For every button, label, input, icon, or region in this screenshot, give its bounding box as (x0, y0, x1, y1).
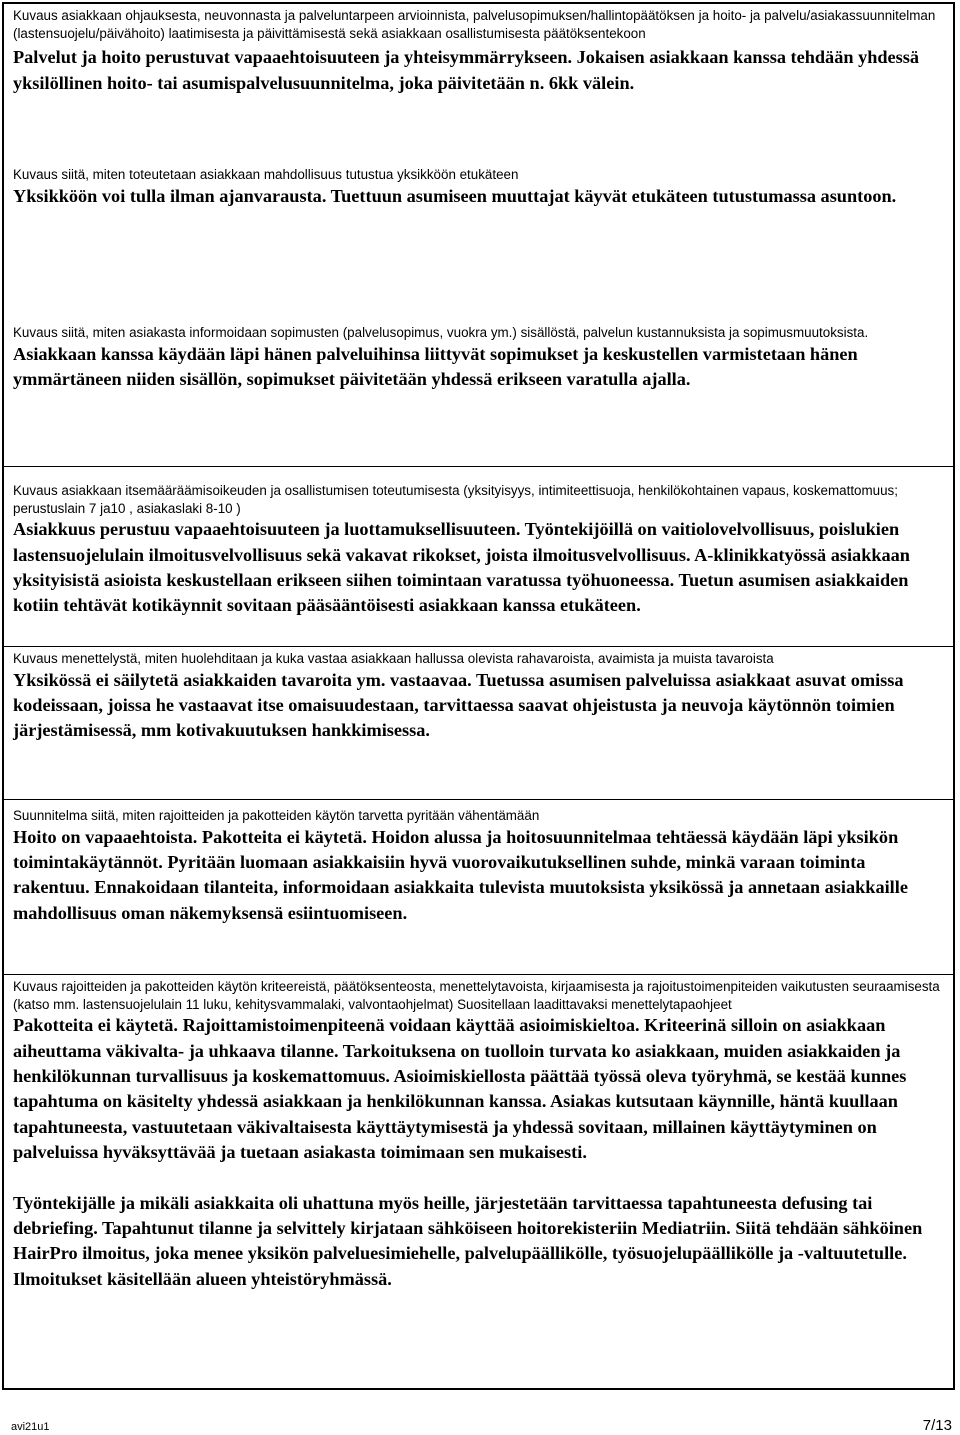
section-answer: Asiakkuus perustuu vapaaehtoisuuteen ja luottamuksellisuuteen. Työntekijöillä on vaitiolovelvollisuus, poislukien lastensuojelulain ilmoitusvelvollisuus sekä vakavat rikokset, joista ilmoitusvelvollisuus. A-klinikkatyössä asiakkaan yksityisistä asioista keskustellaan erikseen siihen toimintaan varatussa työhuoneessa. Tuetun asumisen asiakkaiden kotiin tehtävät kotikäynnit sovitaan pääsääntöisesti asiakkaan kanssa etukäteen. (13, 519, 910, 616)
page-number: 7/13 (922, 1417, 952, 1434)
section-divider (4, 466, 953, 467)
document-id: avi21u1 (11, 1421, 50, 1433)
section-answer: Yksikköön voi tulla ilman ajanvarausta. Tuettuun asumiseen muuttajat käyvät etukäteen tutustumassa asuntoon. (13, 185, 897, 206)
section-answer-continued: Työntekijälle ja mikäli asiakkaita oli uhattuna myös heille, järjestetään tarvittaessa tapahtuneesta defusing tai debriefing. Tapahtunut tilanne ja selvittely kirjataan sähköiseen hoitorekisteriin Mediatriin. Siitä tehdään sähköinen HairPro ilmoitus, joka menee yksikön palveluesimiehelle, palvelupäällikölle, työsuojelupäällikölle ja -valtuutetulle. Ilmoitukset käsitellään alueen yhteistöryhmässä. (13, 1192, 923, 1289)
form-frame (2, 2, 955, 1390)
section-guidance (4, 4, 953, 96)
section-answer: Asiakkaan kanssa käydään läpi hänen palveluihinsa liittyvät sopimukset ja keskustellen varmistetaan hänen ymmärtäneen niiden sisällön, sopimukset päivitetään yhdessä erikseen varatulla ajalla. (13, 343, 858, 389)
section-restriction-criteria (4, 975, 953, 1292)
section-answer: Pakotteita ei käytetä. Rajoittamistoimenpiteenä voidaan käyttää asioimiskieltoa. Kriteerinä silloin on asiakkaan aiheuttama väkivalta- ja uhkaava tilanne. Tarkoituksena on tuolloin turvata ko asiakkaan, muiden asiakkaiden ja henkilökunnan turvallisuus ja koskemattomuus. Asioimiskiellosta päättää työssä oleva työryhmä, se kestää kunnes tapahtuma on käsitelty yhdessä asiakkaan ja henkilökunnan kanssa. Asiakas kutsutaan käynnille, häntä kuullaan tapahtuneesta, vastuutetaan väkivaltaisesta käyttäytymisestä ja yhdessä sovitaan, millainen käyttäytyminen on palveluissa hyväksyttävää ja tuetaan asiakasta toimimaan sen mukaisesti. (13, 1015, 907, 1163)
section-label: Suunnitelma siitä, miten rajoitteiden ja pakotteiden käytön tarvetta pyritään vähentämään (13, 808, 540, 823)
section-divider (4, 799, 953, 800)
section-reduce-restrictions (4, 804, 953, 926)
section-label: Kuvaus siitä, miten asiakasta informoidaan sopimusten (palvelusopimus, vuokra ym.) sisällöstä, palvelun kustannuksista ja sopimusmuutoksista. (13, 325, 869, 340)
section-label: Kuvaus asiakkaan ohjauksesta, neuvonnasta ja palveluntarpeen arvioinnista, palvelusopimuksen/hallintopäätöksen ja hoito- ja palvelu/asiakassuunnitelman (lastensuojelu/päivähoito) laatimisesta ja päivittämisestä sekä asiakkaan osallistumisesta päätöksentekoon (13, 8, 936, 41)
section-visit-beforehand (4, 163, 953, 209)
section-contracts-info (4, 321, 953, 392)
section-label: Kuvaus siitä, miten toteutetaan asiakkaan mahdollisuus tutustua yksikköön etukäteen (13, 167, 519, 182)
section-answer: Hoito on vapaaehtoista. Pakotteita ei käytetä. Hoidon alussa ja hoitosuunnitelmaa tehtäessä käydään läpi yksikön toimintakäytännöt. Pyritään luomaan asiakkaisiin hyvä vuorovaikutuksellinen suhde, minkä varaan toiminta rakentuu. Ennakoidaan tilanteita, informoidaan asiakkaita tulevista muutoksista yksikössä ja annetaan asiakkaille mahdollisuus oman näkemyksensä esiintuomiseen. (13, 826, 908, 923)
section-answer: Yksikössä ei säilytetä asiakkaiden tavaroita ym. vastaavaa. Tuetussa asumisen palveluissa asiakkaat asuvat omissa kodeissaan, joissa he vastaavat itse omaisuudestaan, tarvittaessa saavat ohjeistusta ja neuvoja käytönnön toimien järjestämisessä, mm kotivakuutuksen hankkimisessa. (13, 669, 904, 741)
section-label: Kuvaus rajoitteiden ja pakotteiden käytön kriteereistä, päätöksenteosta, menettelytavoista, kirjaamisesta ja rajoitustoimenpiteiden vaikutusten seuraamisesta (katso mm. lastensuojelulain 11 luku, kehitysvammalaki, valvontaohjelmat) Suositellaan laadittavaksi menettelytapaohjeet (13, 979, 940, 1012)
section-client-belongings (4, 647, 953, 744)
section-answer: Palvelut ja hoito perustuvat vapaaehtoisuuteen ja yhteisymmärrykseen. Jokaisen asiakkaan kanssa tehdään yhdessä yksilöllinen hoito- tai asumispalvelusuunnitelma, joka päivitetään n. 6kk välein. (13, 47, 920, 93)
section-self-determination (4, 479, 953, 619)
section-label: Kuvaus menettelystä, miten huolehditaan ja kuka vastaa asiakkaan hallussa olevista rahavaroista, avaimista ja muista tavaroista (13, 651, 774, 666)
section-label: Kuvaus asiakkaan itsemääräämisoikeuden ja osallistumisen toteutumisesta (yksityisyys, intimiteettisuoja, henkilökohtainen vapaus, koskemattomuus; perustuslain 7 ja10 , asiakaslaki 8-10 ) (13, 483, 898, 516)
